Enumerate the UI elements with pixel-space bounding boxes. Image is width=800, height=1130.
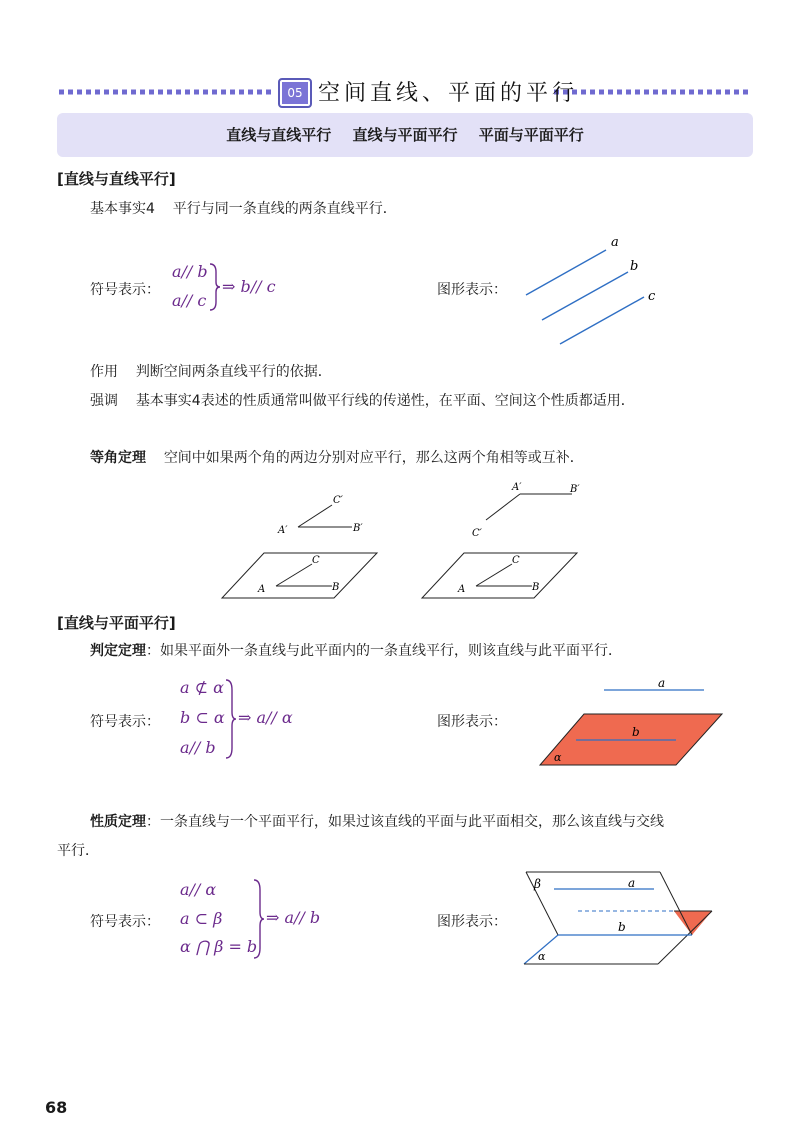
pt-B-2: B — [532, 582, 540, 593]
fig3-label-alpha: α — [538, 950, 546, 963]
angle-figure-2 — [420, 478, 580, 602]
fact-4 — [90, 198, 397, 218]
fig3-label-beta: β — [534, 877, 541, 891]
brace-1 — [208, 262, 222, 312]
figure-label-3: 图形表示： — [437, 914, 507, 930]
header-dots-right — [552, 88, 752, 96]
brace-3 — [252, 878, 266, 960]
brace-2 — [224, 678, 238, 760]
fig3-label-a: a — [628, 876, 636, 890]
section-heading-line-plane: [直线与平面平行] — [57, 614, 176, 632]
math-p3: α ⋂ β = b — [180, 937, 258, 956]
topic-band — [57, 113, 753, 157]
pt-B-prime-2: B′ — [570, 484, 580, 495]
math-j3: a// b — [180, 738, 216, 757]
angle-figure-1 — [220, 490, 380, 602]
symbol-label-2: 符号表示： — [90, 714, 160, 730]
chapter-title: 空间直线、平面的平行 — [318, 81, 579, 106]
figure-label-2: 图形表示： — [437, 714, 507, 730]
line-plane-figure — [536, 672, 726, 770]
pt-B-prime-1: B′ — [353, 523, 363, 534]
prop-line — [90, 811, 664, 831]
use-text: 判断空间两条直线平行的依据． — [135, 364, 332, 380]
emph-label: 强调 — [90, 393, 118, 409]
pt-A-prime-1: A′ — [278, 525, 288, 536]
use-label: 作用 — [90, 364, 118, 380]
fig2-label-a: a — [658, 676, 666, 690]
prop-text-2: 平行． — [57, 843, 99, 859]
math-p-result: ⇒ a// b — [266, 908, 321, 927]
emph-text: 基本事实4表述的性质通常叫做平行线的传递性，在平面、空间这个性质都适用． — [135, 393, 635, 409]
use-line — [90, 361, 332, 381]
pt-B-1: B — [332, 582, 340, 593]
pt-C-2: C — [512, 555, 520, 566]
pt-A-prime-2: A′ — [512, 482, 522, 493]
math-line1: a// b — [172, 262, 208, 281]
fig2-label-alpha: α — [554, 751, 562, 764]
chapter-badge: 05 — [278, 78, 312, 108]
section-heading-line-line: [直线与直线平行] — [57, 170, 176, 188]
judge-line — [90, 640, 622, 660]
math-j2: b ⊂ α — [180, 708, 225, 727]
line-label-c: c — [648, 289, 656, 304]
page-number: 68 — [45, 1098, 68, 1117]
math-line2: a// c — [172, 291, 207, 310]
fact-text: 平行与同一条直线的两条直线平行． — [172, 201, 397, 217]
pt-C-prime-1: C′ — [333, 495, 343, 506]
theorem-line — [90, 447, 584, 467]
judge-label: 判定定理 — [90, 643, 146, 659]
pt-A-2: A — [458, 584, 466, 595]
header-dots-left — [57, 88, 275, 96]
parallel-lines-figure — [520, 232, 660, 350]
theorem-text: 空间中如果两个角的两边分别对应平行，那么这两个角相等或互补． — [163, 450, 584, 466]
prop-text: ：一条直线与一个平面平行，如果过该直线的平面与此平面相交，那么该直线与交线 — [146, 814, 664, 830]
figure-label-1: 图形表示： — [437, 282, 507, 298]
topic-2: 直线与平面平行 — [352, 126, 458, 144]
math-result-1: ⇒ b// c — [222, 277, 276, 296]
fig3-label-b: b — [618, 920, 626, 934]
line-label-a: a — [611, 235, 619, 250]
pt-C-1: C — [312, 555, 320, 566]
emph-line — [90, 390, 635, 410]
line-label-b: b — [630, 259, 639, 274]
fig2-label-b: b — [632, 725, 640, 739]
topic-1: 直线与直线平行 — [226, 126, 332, 144]
fact-label: 基本事实4 — [90, 201, 155, 217]
prop-label: 性质定理 — [90, 814, 146, 830]
judge-text: ：如果平面外一条直线与此平面内的一条直线平行，则该直线与此平面平行． — [146, 643, 622, 659]
topic-3: 平面与平面平行 — [478, 126, 584, 144]
math-j-result: ⇒ a// α — [238, 708, 293, 727]
math-p1: a// α — [180, 880, 217, 899]
theorem-label: 等角定理 — [90, 450, 146, 466]
math-p2: a ⊂ β — [180, 909, 223, 928]
pt-A-1: A — [258, 584, 266, 595]
two-planes-figure — [520, 866, 716, 968]
symbol-label-1: 符号表示： — [90, 282, 160, 298]
pt-C-prime-2: C′ — [472, 528, 482, 539]
symbol-label-3: 符号表示： — [90, 914, 160, 930]
math-j1: a ⊄ α — [180, 678, 224, 697]
